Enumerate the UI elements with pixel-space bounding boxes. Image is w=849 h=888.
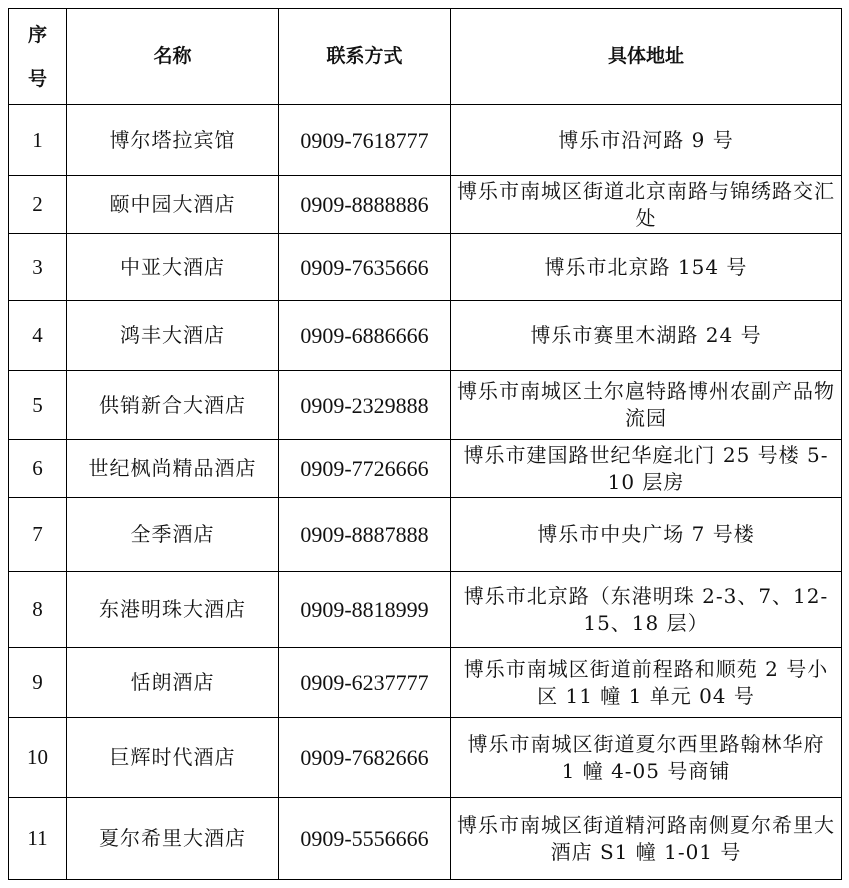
table-row bbox=[9, 234, 842, 301]
row-address: 博乐市南城区街道精河路南侧夏尔希里大酒店 S1 幢 1-01 号 bbox=[451, 798, 842, 880]
row-seq: 6 bbox=[9, 440, 67, 498]
header-contact: 联系方式 bbox=[279, 9, 451, 105]
row-phone: 0909-8818999 bbox=[279, 572, 451, 648]
hotel-table bbox=[8, 8, 842, 880]
row-name: 供销新合大酒店 bbox=[67, 371, 279, 440]
row-seq: 4 bbox=[9, 301, 67, 371]
row-seq: 3 bbox=[9, 234, 67, 301]
header-address: 具体地址 bbox=[451, 9, 842, 105]
table-row bbox=[9, 105, 842, 176]
row-phone: 0909-7635666 bbox=[279, 234, 451, 301]
row-address: 博乐市北京路（东港明珠 2-3、7、12-15、18 层） bbox=[451, 572, 842, 648]
row-name: 恬朗酒店 bbox=[67, 648, 279, 718]
header-seq-line1: 序 bbox=[27, 23, 47, 46]
row-name: 博尔塔拉宾馆 bbox=[67, 105, 279, 176]
row-name: 中亚大酒店 bbox=[67, 234, 279, 301]
row-name: 世纪枫尚精品酒店 bbox=[67, 440, 279, 498]
table-row bbox=[9, 176, 842, 234]
row-address: 博乐市南城区土尔扈特路博州农副产品物流园 bbox=[451, 371, 842, 440]
header-seq-line2: 号 bbox=[27, 67, 47, 90]
row-name: 巨辉时代酒店 bbox=[67, 718, 279, 798]
row-phone: 0909-5556666 bbox=[279, 798, 451, 880]
row-seq: 1 bbox=[9, 105, 67, 176]
row-phone: 0909-7726666 bbox=[279, 440, 451, 498]
table-row bbox=[9, 798, 842, 880]
row-name: 东港明珠大酒店 bbox=[67, 572, 279, 648]
row-phone: 0909-6886666 bbox=[279, 301, 451, 371]
header-row bbox=[9, 9, 842, 105]
row-phone: 0909-2329888 bbox=[279, 371, 451, 440]
table-row bbox=[9, 718, 842, 798]
table-row bbox=[9, 371, 842, 440]
row-name: 全季酒店 bbox=[67, 498, 279, 572]
header-name: 名称 bbox=[67, 9, 279, 105]
row-address: 博乐市赛里木湖路 24 号 bbox=[451, 301, 842, 371]
table-row bbox=[9, 498, 842, 572]
row-seq: 7 bbox=[9, 498, 67, 572]
table-row bbox=[9, 572, 842, 648]
table-row bbox=[9, 301, 842, 371]
row-phone: 0909-8888886 bbox=[279, 176, 451, 234]
row-seq: 2 bbox=[9, 176, 67, 234]
row-name: 夏尔希里大酒店 bbox=[67, 798, 279, 880]
row-phone: 0909-7682666 bbox=[279, 718, 451, 798]
row-phone: 0909-7618777 bbox=[279, 105, 451, 176]
row-phone: 0909-8887888 bbox=[279, 498, 451, 572]
row-address: 博乐市北京路 154 号 bbox=[451, 234, 842, 301]
row-seq: 11 bbox=[9, 798, 67, 880]
row-phone: 0909-6237777 bbox=[279, 648, 451, 718]
row-seq: 10 bbox=[9, 718, 67, 798]
row-seq: 9 bbox=[9, 648, 67, 718]
table-row bbox=[9, 440, 842, 498]
row-seq: 8 bbox=[9, 572, 67, 648]
header-seq bbox=[9, 9, 67, 105]
row-address: 博乐市建国路世纪华庭北门 25 号楼 5-10 层房 bbox=[451, 440, 842, 498]
row-address: 博乐市沿河路 9 号 bbox=[451, 105, 842, 176]
row-address: 博乐市中央广场 7 号楼 bbox=[451, 498, 842, 572]
row-name: 鸿丰大酒店 bbox=[67, 301, 279, 371]
row-address: 博乐市南城区街道前程路和顺苑 2 号小区 11 幢 1 单元 04 号 bbox=[451, 648, 842, 718]
row-name: 颐中园大酒店 bbox=[67, 176, 279, 234]
row-address: 博乐市南城区街道北京南路与锦绣路交汇处 bbox=[451, 176, 842, 234]
table-row bbox=[9, 648, 842, 718]
row-address: 博乐市南城区街道夏尔西里路翰林华府 1 幢 4-05 号商铺 bbox=[451, 718, 842, 798]
row-seq: 5 bbox=[9, 371, 67, 440]
